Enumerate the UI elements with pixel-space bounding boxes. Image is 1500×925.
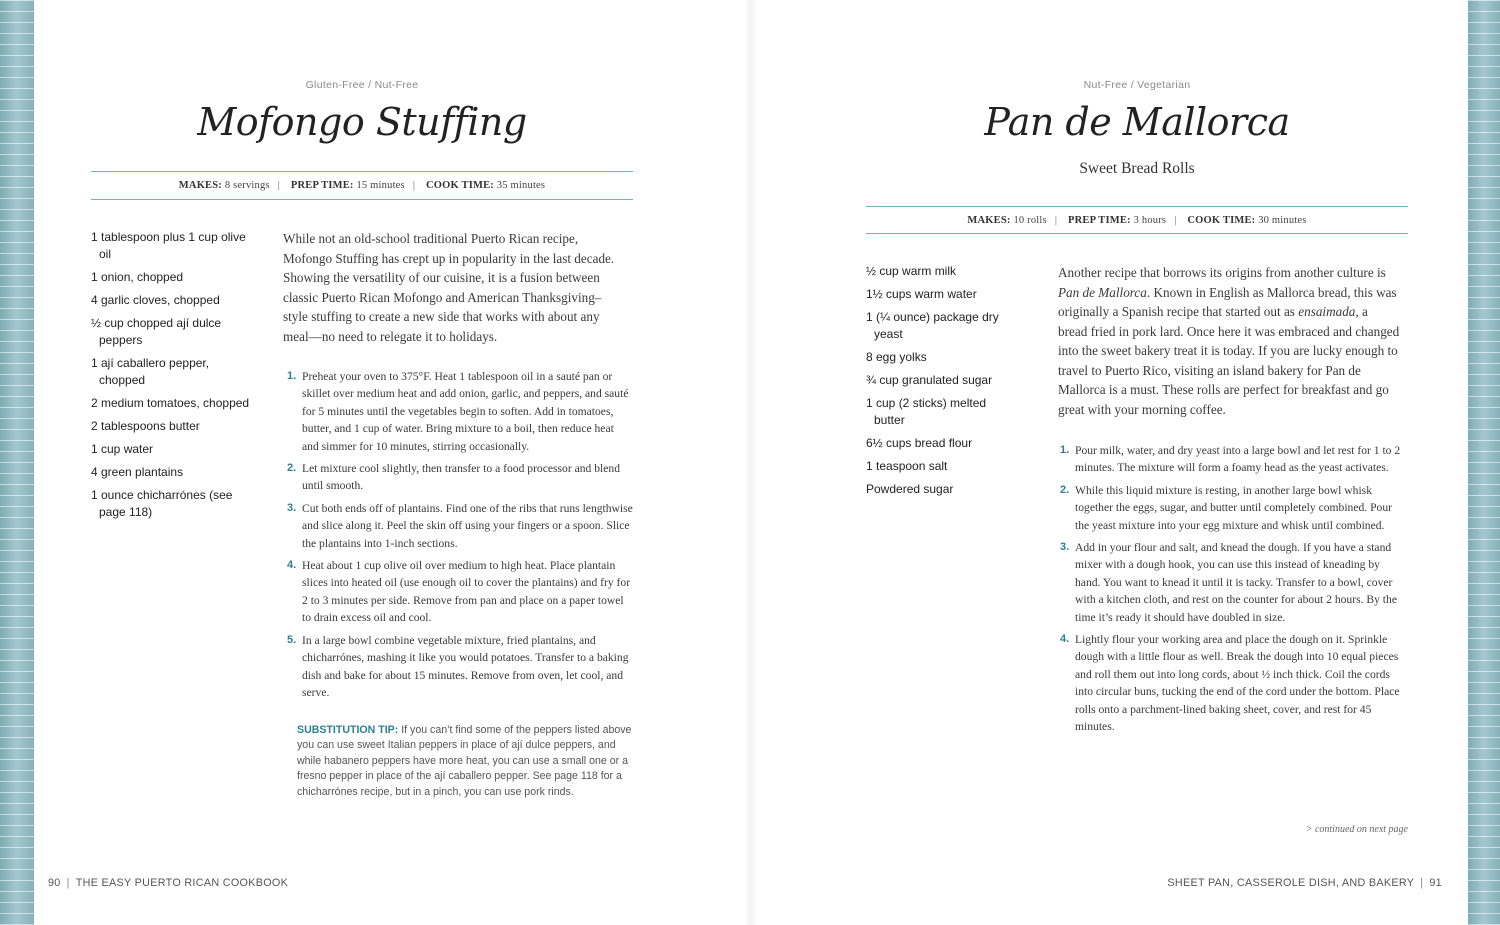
step-number: 2.: [1060, 483, 1070, 496]
page-number: 90: [48, 877, 61, 889]
substitution-tip: [297, 723, 635, 800]
step-text: Pour milk, water, and dry yeast into a large bowl and let rest for 1 to 2 minutes. The mixture will form a foamy head as the yeast activates.: [1075, 444, 1401, 475]
diet-tags: Nut-Free / Vegetarian: [1083, 79, 1191, 91]
step-item: [287, 368, 633, 455]
step-text: While this liquid mixture is resting, in another large bowl whisk together the eggs, sugar, and butter until completely combined. Pour the yeast mixture into your egg mixture and whisk until combined.: [1075, 483, 1392, 532]
ingredient-item: 1½ cups warm water: [866, 287, 977, 301]
step-text: Heat about 1 cup olive oil over medium to high heat. Place plantain slices into heated oil (use enough oil to cover the plantains) and fry for 2 to 3 minutes per side. Remove from pan and place on a paper towel to drain excess oil and cool.: [302, 559, 631, 625]
ingredient-item: ¾ cup granulated sugar: [866, 373, 993, 387]
running-head: THE EASY PUERTO RICAN COOKBOOK: [75, 877, 289, 889]
ingredient-item: 1 ají caballero pepper, chopped: [91, 356, 210, 387]
recipe-intro: While not an old-school traditional Puerto Rican recipe, Mofongo Stuffing has crept up in popularity in the last decade. Showing the versatility of our cuisine, it is a fusion between classic Puerto Rican Mofongo and American Thanksgiving–style stuffing to create a new side that works with about any meal—no need to relegate it to holidays.: [283, 231, 615, 344]
intro-emphasis: ensaimada: [1298, 304, 1356, 319]
ingredient-item: 4 green plantains: [91, 465, 184, 479]
step-item: [287, 460, 633, 495]
footer-left: 90 | THE EASY PUERTO RICAN COOKBOOK: [48, 877, 289, 889]
step-number: 2.: [287, 462, 297, 475]
step-number: 5.: [287, 633, 297, 646]
running-head: SHEET PAN, CASSEROLE DISH, AND BAKERY: [1167, 877, 1415, 889]
step-text: Add in your flour and salt, and knead the dough. If you have a stand mixer with a dough hook, you can use this instead of kneading by hand. You want to knead it until it is tacky. Transfer to a bowl, cover with a kitchen cloth, and rest on the counter for about 2 hours. By the time it’s ready it should have doubled in size.: [1075, 541, 1397, 624]
step-list: [287, 368, 633, 706]
step-text: Preheat your oven to 375°F. Heat 1 tablespoon oil in a sauté pan or skillet over medium heat and add onion, garlic, and peppers, and sauté for 5 minutes until the vegetables begin to soften. Add in tomatoes, butter, and 1 cup of water. Bring mixture to a boil, then reduce heat and simmer for 10 minutes, stirring occasionally.: [302, 370, 629, 453]
step-text: In a large bowl combine vegetable mixture, fried plantains, and chicharrónes, mashing it like you would potatoes. Transfer to a baking dish and bake for about 15 minutes. Remove from oven, let cool, and serve.: [302, 633, 629, 699]
step-list: [1060, 442, 1406, 741]
step-number: 4.: [287, 559, 297, 572]
intro-emphasis: Pan de Mallorca: [1058, 284, 1147, 300]
intro-text: . Known in English as Mallorca bread, this was originally a Spanish recipe that started out as: [1058, 284, 1397, 319]
prep-value: 3 hours: [1133, 215, 1167, 226]
cook-value: 30 minutes: [1258, 215, 1307, 226]
page-number: 91: [1429, 877, 1442, 889]
ingredient-item: Powdered sugar: [866, 482, 954, 496]
page-edge-left: [0, 0, 34, 925]
intro-text: Another recipe that borrows its origins from another culture is: [1058, 265, 1386, 280]
prep-value: 15 minutes: [356, 180, 405, 191]
prep-label: PREP TIME:: [1067, 215, 1131, 226]
step-text: Cut both ends off of plantains. Find one of the ribs that runs lengthwise and slice along it. Peel the skin off using your fingers or a spoon. Slice the plantains into 1-inch sections.: [302, 501, 633, 550]
recipe-meta: MAKES: 8 servings | PREP TIME: 15 minutes | COOK TIME: 35 minutes: [178, 180, 546, 191]
ingredient-item: 1 cup (2 sticks) melted butter: [866, 396, 987, 427]
ingredient-item: 8 egg yolks: [866, 350, 927, 364]
ingredient-item: 1 teaspoon salt: [866, 459, 948, 473]
meta-rule-bottom: [91, 199, 633, 200]
ingredient-item: 1 cup water: [91, 442, 154, 456]
meta-rule-top: [866, 206, 1408, 207]
step-item: [287, 557, 633, 627]
makes-label: MAKES:: [967, 215, 1011, 226]
ingredient-item: 2 medium tomatoes, chopped: [91, 396, 250, 410]
prep-label: PREP TIME:: [290, 180, 354, 191]
recipe-intro: [1058, 263, 1400, 419]
makes-value: 10 rolls: [1013, 215, 1047, 226]
ingredient-item: 1 tablespoon plus 1 cup olive oil: [91, 230, 246, 261]
footer-right: SHEET PAN, CASSEROLE DISH, AND BAKERY | 91: [1167, 877, 1442, 889]
step-item: [287, 632, 633, 702]
continued-note: > continued on next page: [1305, 824, 1408, 835]
ingredient-item: 1 ounce chicharrónes (see page 118): [91, 488, 233, 519]
makes-value: 8 servings: [224, 180, 270, 191]
step-number: 1.: [1060, 444, 1070, 456]
right-page: [754, 0, 1468, 925]
page-edge-right: [1468, 0, 1500, 925]
cook-value: 35 minutes: [496, 180, 546, 191]
tip-label: SUBSTITUTION TIP:: [297, 724, 399, 736]
recipe-meta: MAKES: 10 rolls | PREP TIME: 3 hours | COOK TIME: 30 minutes: [967, 215, 1307, 226]
tip-text: If you can’t find some of the peppers listed above you can use sweet Italian peppers in place of ají dulce peppers, and while habanero peppers have more heat, you can use a small one or a fresno pepper in place of the ají caballero pepper. See page 118 for a chicharrónes recipe, but in a pinch, you can use pork rinds.: [297, 724, 632, 798]
makes-label: MAKES:: [178, 180, 222, 191]
ingredient-list: [866, 263, 1016, 504]
ingredient-item: 1 onion, chopped: [91, 270, 184, 284]
ingredient-list: [91, 229, 251, 527]
ingredient-item: 6½ cups bread flour: [866, 436, 973, 450]
intro-text: , a bread fried in pork lard. Once here it was embraced and changed into the sweet bakery treat it is today. If you are lucky enough to travel to Puerto Rico, visiting an island bakery for Pan de Mallorca is a must. These rolls are perfect for breakfast and go great with your morning coffee.: [1058, 304, 1400, 417]
cook-label: COOK TIME:: [1187, 215, 1256, 226]
step-number: 3.: [287, 501, 297, 514]
step-item: [1060, 442, 1406, 477]
diet-tags: Gluten-Free / Nut-Free: [305, 79, 419, 91]
step-text: Lightly flour your working area and place the dough on it. Sprinkle dough with a little flour as well. Break the dough into 10 equal pieces and roll them out into long cords, about ½ inch thick. Coil the cords into circular buns, tucking the end of the cord under the bottom. Place rolls onto a parchment-lined baking sheet, cover, and rest for 45 minutes.: [1075, 633, 1400, 734]
step-number: 1.: [287, 370, 297, 382]
recipe-title: Mofongo Stuffing: [197, 100, 527, 144]
meta-rule-top: [91, 171, 633, 172]
step-item: [1060, 631, 1406, 735]
recipe-subtitle: Sweet Bread Rolls: [1079, 160, 1195, 177]
step-item: [1060, 539, 1406, 626]
step-number: 4.: [1060, 633, 1070, 646]
step-number: 3.: [1060, 541, 1070, 554]
ingredient-item: 1 (¼ ounce) package dry yeast: [866, 310, 999, 341]
step-item: [1060, 482, 1406, 534]
step-item: [287, 500, 633, 552]
ingredient-item: 2 tablespoons butter: [91, 419, 200, 433]
step-text: Let mixture cool slightly, then transfer to a food processor and blend until smooth.: [302, 462, 620, 493]
ingredient-item: ½ cup chopped ají dulce peppers: [91, 316, 222, 347]
left-page: [34, 0, 754, 925]
recipe-title: Pan de Mallorca: [984, 100, 1290, 144]
cook-label: COOK TIME:: [425, 180, 494, 191]
ingredient-item: 4 garlic cloves, chopped: [91, 293, 220, 307]
ingredient-item: ½ cup warm milk: [866, 264, 957, 278]
meta-rule-bottom: [866, 233, 1408, 234]
